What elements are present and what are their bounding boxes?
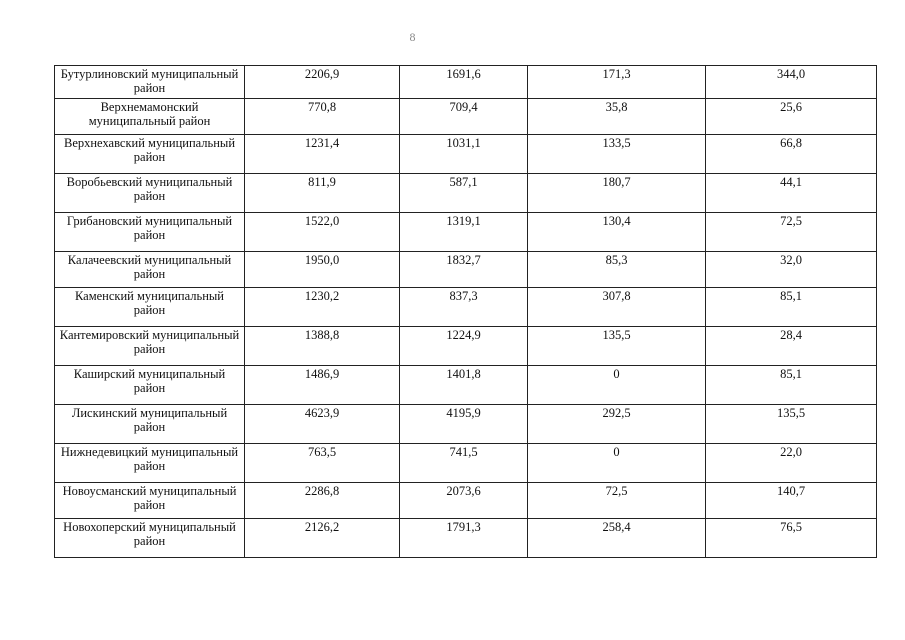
district-name-cell: Калачеевский муниципальный район xyxy=(55,252,245,288)
value-cell-3: 85,3 xyxy=(528,252,706,288)
value-cell-1: 4623,9 xyxy=(245,405,400,444)
value-cell-1: 770,8 xyxy=(245,99,400,135)
value-cell-2: 837,3 xyxy=(400,288,528,327)
district-name-cell: Новоусманский муниципальный район xyxy=(55,483,245,519)
district-name-cell: Воробьевский муниципальный район xyxy=(55,174,245,213)
table-row xyxy=(55,327,877,366)
value-cell-2: 587,1 xyxy=(400,174,528,213)
table-row xyxy=(55,66,877,99)
table-row xyxy=(55,405,877,444)
district-name-cell: Грибановский муниципальный район xyxy=(55,213,245,252)
value-cell-4: 25,6 xyxy=(706,99,877,135)
value-cell-2: 1791,3 xyxy=(400,519,528,558)
value-cell-1: 1522,0 xyxy=(245,213,400,252)
value-cell-4: 32,0 xyxy=(706,252,877,288)
value-cell-2: 2073,6 xyxy=(400,483,528,519)
district-name-cell: Верхнехавский муниципальный район xyxy=(55,135,245,174)
value-cell-2: 4195,9 xyxy=(400,405,528,444)
district-data-table xyxy=(54,65,877,558)
value-cell-1: 2206,9 xyxy=(245,66,400,99)
value-cell-3: 133,5 xyxy=(528,135,706,174)
value-cell-4: 85,1 xyxy=(706,288,877,327)
value-cell-4: 344,0 xyxy=(706,66,877,99)
value-cell-3: 35,8 xyxy=(528,99,706,135)
table-row xyxy=(55,99,877,135)
value-cell-3: 135,5 xyxy=(528,327,706,366)
value-cell-1: 1486,9 xyxy=(245,366,400,405)
value-cell-1: 1231,4 xyxy=(245,135,400,174)
table-row xyxy=(55,444,877,483)
district-name-cell: Верхнемамонский муниципальный район xyxy=(55,99,245,135)
district-name-cell: Кантемировский муниципальный район xyxy=(55,327,245,366)
value-cell-4: 140,7 xyxy=(706,483,877,519)
value-cell-2: 1319,1 xyxy=(400,213,528,252)
value-cell-1: 2286,8 xyxy=(245,483,400,519)
value-cell-3: 307,8 xyxy=(528,288,706,327)
value-cell-3: 171,3 xyxy=(528,66,706,99)
value-cell-4: 85,1 xyxy=(706,366,877,405)
value-cell-2: 1832,7 xyxy=(400,252,528,288)
value-cell-3: 0 xyxy=(528,366,706,405)
district-name-cell: Каширский муниципальный район xyxy=(55,366,245,405)
value-cell-1: 2126,2 xyxy=(245,519,400,558)
table-row xyxy=(55,366,877,405)
value-cell-3: 258,4 xyxy=(528,519,706,558)
value-cell-3: 180,7 xyxy=(528,174,706,213)
table-row xyxy=(55,483,877,519)
value-cell-2: 1691,6 xyxy=(400,66,528,99)
value-cell-4: 22,0 xyxy=(706,444,877,483)
value-cell-1: 1230,2 xyxy=(245,288,400,327)
value-cell-4: 66,8 xyxy=(706,135,877,174)
district-name-cell: Нижнедевицкий муниципальный район xyxy=(55,444,245,483)
district-name-cell: Лискинский муниципальный район xyxy=(55,405,245,444)
value-cell-2: 709,4 xyxy=(400,99,528,135)
value-cell-3: 130,4 xyxy=(528,213,706,252)
value-cell-3: 0 xyxy=(528,444,706,483)
value-cell-2: 1401,8 xyxy=(400,366,528,405)
value-cell-1: 1950,0 xyxy=(245,252,400,288)
value-cell-4: 28,4 xyxy=(706,327,877,366)
value-cell-3: 72,5 xyxy=(528,483,706,519)
table-row xyxy=(55,519,877,558)
value-cell-4: 72,5 xyxy=(706,213,877,252)
page-number: 8 xyxy=(409,30,416,44)
value-cell-2: 741,5 xyxy=(400,444,528,483)
value-cell-1: 811,9 xyxy=(245,174,400,213)
value-cell-4: 44,1 xyxy=(706,174,877,213)
table-row xyxy=(55,174,877,213)
table-row xyxy=(55,213,877,252)
district-name-cell: Новохоперский муниципальный район xyxy=(55,519,245,558)
district-name-cell: Каменский муниципальный район xyxy=(55,288,245,327)
table-row xyxy=(55,252,877,288)
value-cell-4: 76,5 xyxy=(706,519,877,558)
value-cell-1: 763,5 xyxy=(245,444,400,483)
value-cell-3: 292,5 xyxy=(528,405,706,444)
table-row xyxy=(55,288,877,327)
table-row xyxy=(55,135,877,174)
district-name-cell: Бутурлиновский муниципальный район xyxy=(55,66,245,99)
value-cell-2: 1224,9 xyxy=(400,327,528,366)
value-cell-1: 1388,8 xyxy=(245,327,400,366)
value-cell-2: 1031,1 xyxy=(400,135,528,174)
value-cell-4: 135,5 xyxy=(706,405,877,444)
